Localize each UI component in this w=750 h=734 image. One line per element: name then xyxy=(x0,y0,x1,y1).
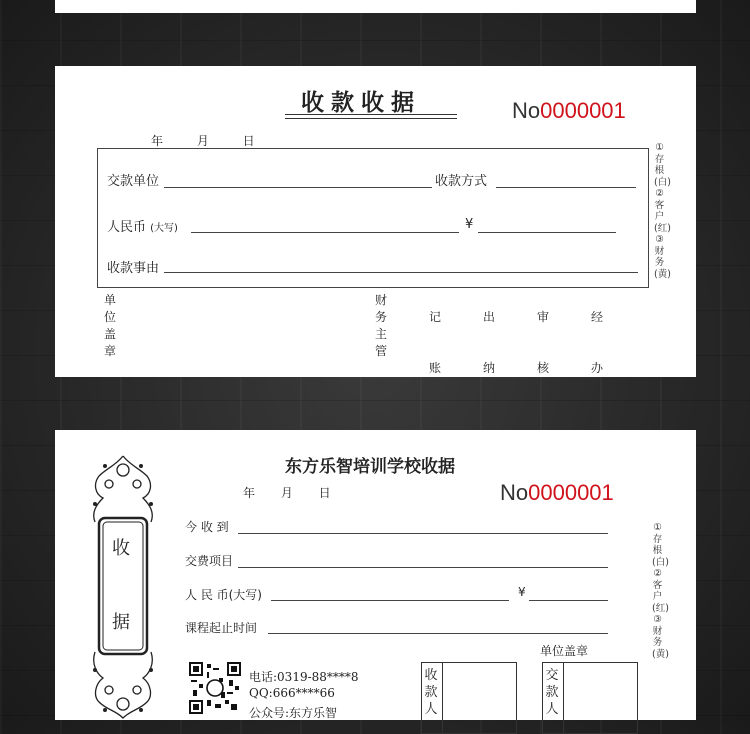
copy-distribution-note: ①存根(白)②客户(红)③财务(黄) xyxy=(652,522,669,660)
contact-qq: QQ:666****66 xyxy=(249,686,335,700)
payee-label: 收款人 xyxy=(424,668,438,717)
yen-symbol: ¥ xyxy=(518,585,526,599)
finance-head-label: 财务主管 xyxy=(374,293,387,358)
payer-label: 交款人 xyxy=(545,668,559,717)
receipt-number xyxy=(500,480,614,506)
contact-phone: 电话:0319-88****8 xyxy=(249,670,359,684)
qr-code-icon xyxy=(189,662,241,714)
divider xyxy=(563,663,564,733)
date-line: 年 月 日 xyxy=(243,486,331,500)
fee-label: 交费项目 xyxy=(185,554,234,568)
amount-words-field[interactable] xyxy=(271,600,509,601)
ornament-frame-icon xyxy=(85,452,161,722)
receipt-title: 收款收据 xyxy=(301,89,421,116)
amount-words-field[interactable] xyxy=(191,232,459,233)
copy-distribution-note: ①存根(白)②客户(红)③财务(黄) xyxy=(654,142,671,280)
previous-receipt-edge xyxy=(55,0,696,13)
period-label: 课程起止时间 xyxy=(185,621,258,635)
rmb-label: 人 民 币(大写) xyxy=(185,588,262,602)
daxie-text: (大写) xyxy=(150,223,178,234)
received-label: 今 收 到 xyxy=(185,520,229,534)
ornament-text-bottom: 据 xyxy=(112,612,130,633)
receipt-number-prefix: No xyxy=(512,98,541,123)
bookkeeping-label: 记账 xyxy=(428,310,441,375)
reason-label: 收款事由 xyxy=(107,261,160,276)
amount-number-field[interactable] xyxy=(529,600,608,601)
title-underline xyxy=(285,118,457,119)
reason-field[interactable] xyxy=(164,272,638,273)
method-label: 收款方式 xyxy=(435,174,488,189)
payee-sign-box[interactable] xyxy=(421,662,517,734)
receipt-general xyxy=(55,66,696,377)
receipt-school xyxy=(55,430,696,720)
period-field[interactable] xyxy=(268,633,608,634)
received-field[interactable] xyxy=(238,533,608,534)
divider xyxy=(442,663,443,733)
payer-label: 交款单位 xyxy=(107,174,160,189)
receipt-number-prefix: No xyxy=(500,480,529,505)
payer-sign-box[interactable] xyxy=(542,662,638,734)
payer-field[interactable] xyxy=(164,187,432,188)
rmb-text: 人民币 xyxy=(107,220,147,235)
yen-symbol: ¥ xyxy=(465,217,474,232)
fee-field[interactable] xyxy=(238,567,608,568)
cashier-label: 出纳 xyxy=(482,310,495,375)
review-label: 审核 xyxy=(536,310,549,375)
amount-number-field[interactable] xyxy=(478,232,616,233)
receipt-number xyxy=(512,98,626,124)
handler-label: 经办 xyxy=(590,310,603,375)
title-underline xyxy=(285,114,457,115)
method-field[interactable] xyxy=(496,187,636,188)
receipt-number-value: 0000001 xyxy=(540,98,626,123)
date-line: 年 月 日 xyxy=(151,134,255,148)
unit-seal-label: 单位盖章 xyxy=(540,644,589,658)
receipt-title: 东方乐智培训学校收据 xyxy=(285,457,455,477)
receipt-body-box xyxy=(97,148,649,288)
receipt-number-value: 0000001 xyxy=(528,480,614,505)
contact-wechat: 公众号:东方乐智 xyxy=(249,706,338,720)
ornament-text-top: 收 xyxy=(112,538,130,559)
unit-seal-label: 单位盖章 xyxy=(103,293,116,358)
rmb-label xyxy=(107,216,178,235)
